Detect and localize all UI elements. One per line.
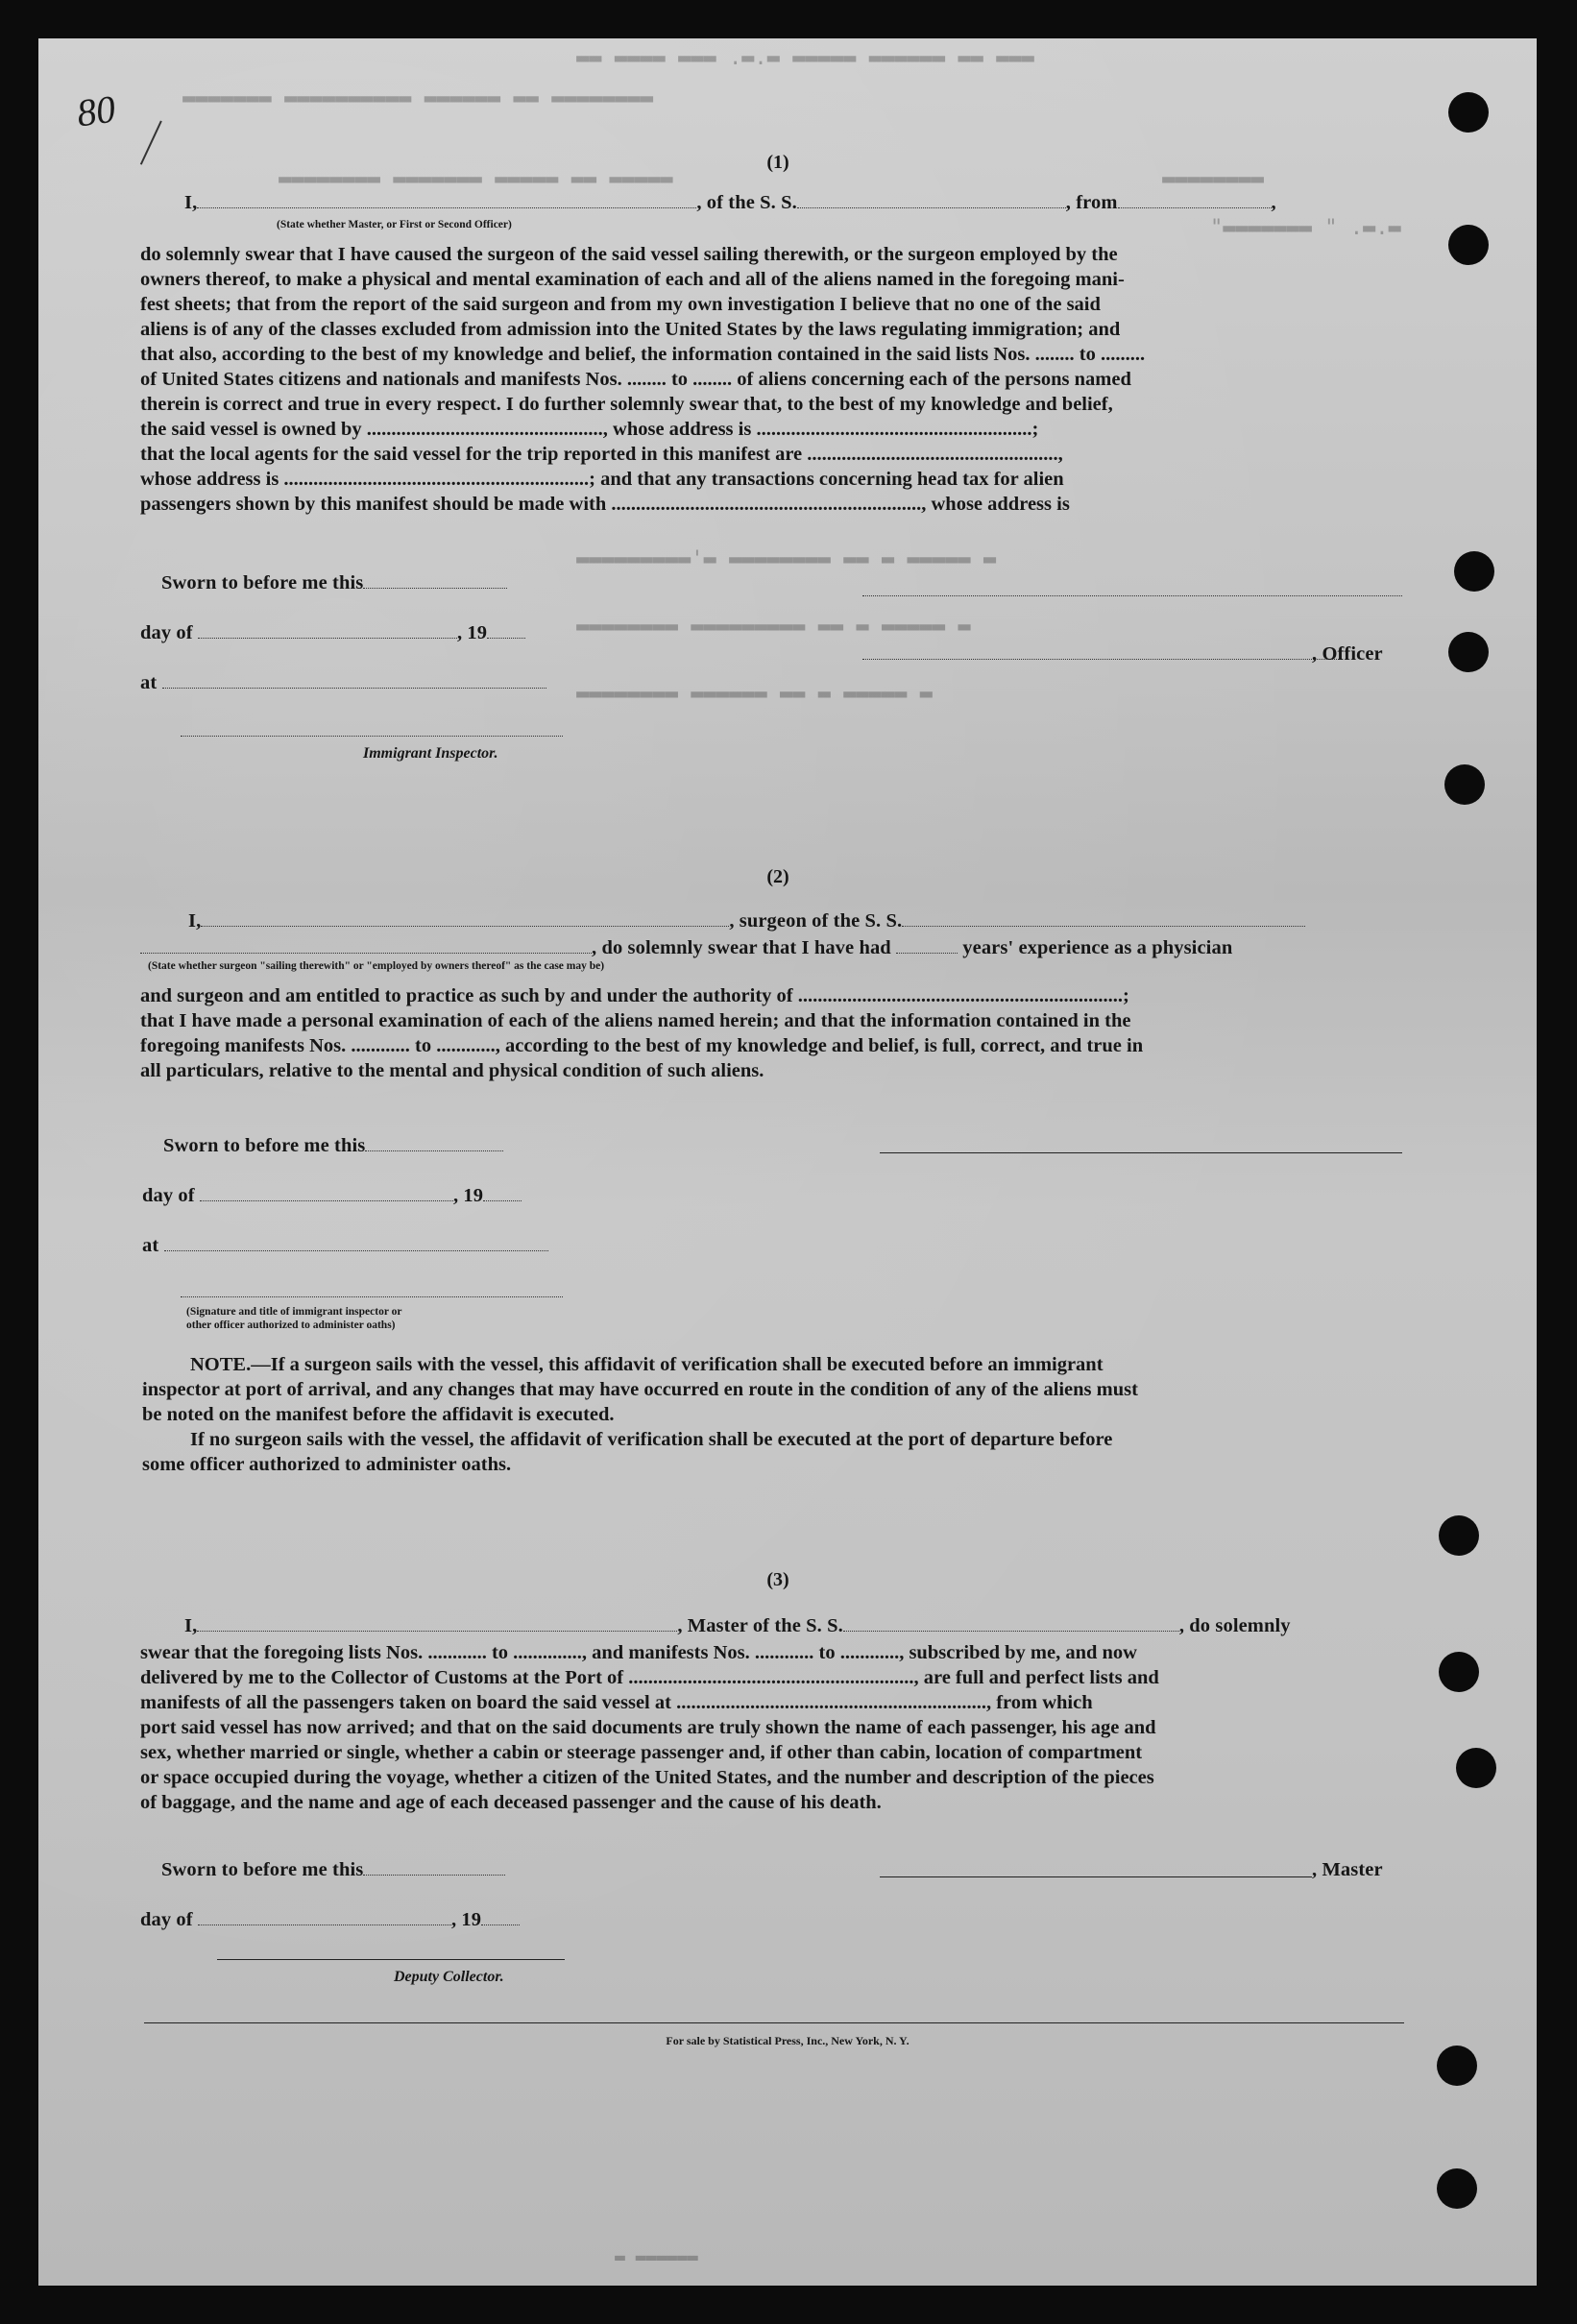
section-2-line-2: , do solemnly swear that I have had years' experience as a physician [140, 937, 1232, 959]
punch-hole [1448, 632, 1489, 672]
punch-hole [1444, 764, 1485, 805]
bleed-through-text: ▬ ▬▬▬▬▬ ▬ ▬▬ ▬▬▬▬▬▬▬▬▬ ▬▬▬▬▬▬▬▬ [576, 615, 971, 639]
note-paragraph-2: If no surgeon sails with the vessel, the affidavit of verification shall be executed at the port of departure before some officer authorized to administer oaths. [142, 1429, 1113, 1475]
section-1-oath-line: I, , of the S. S. , from , [184, 192, 1276, 213]
officer-label: , Officer [1312, 643, 1383, 665]
section-3-day-of: day of , 19 [140, 1909, 520, 1931]
section-3-number: (3) [766, 1569, 789, 1590]
section-1-day-of: day of , 19 [140, 622, 525, 644]
surgeon-signature-line [880, 1152, 1402, 1153]
punch-hole [1439, 1515, 1479, 1556]
bleed-through-text: ▬▬▬▬▬▬ ▬ [615, 2247, 698, 2267]
manifest-back-page [38, 38, 1537, 2286]
punch-hole [1439, 1652, 1479, 1692]
signature-note-1: (Signature and title of immigrant inspector or [186, 1306, 402, 1318]
punch-hole [1456, 1748, 1496, 1788]
section-2-signature-line [181, 1296, 563, 1297]
handwritten-page-mark: 80 [74, 86, 118, 135]
officer-signature-line-2 [862, 659, 1343, 660]
section-2-sworn: Sworn to before me this [163, 1135, 503, 1157]
inspector-signature-line [181, 736, 563, 737]
officer-note: (State whether Master, or First or Second Officer) [277, 219, 512, 230]
bleed-through-text: ▬▬▬▬▬▬▬▬ [1162, 167, 1264, 191]
note-paragraph-1: NOTE.—If a surgeon sails with the vessel, this affidavit of verification shall be executed before an immigrant inspector at port of arrival, and any changes that may have occurred en route in the condition of any of the aliens must be noted on the manifest before the affidavit is executed. [142, 1354, 1138, 1425]
officer-signature-line-1 [862, 595, 1402, 596]
section-3-sworn: Sworn to before me this [161, 1859, 505, 1881]
section-2-body: and surgeon and am entitled to practice as such by and under the authority of ..................................................................; that I have made a personal examination of each of the aliens named herein; and that the information contained in the foregoing manifests Nos. ............ to ............, according to the best of my knowledge and belief, is full, correct, and true in all particulars, relative to the mental and physical condition of such aliens. [140, 985, 1144, 1081]
bleed-through-text: ▬▬▬▬▬▬▬▬ ▬▬ ▬▬▬▬▬▬ ▬▬▬▬▬▬▬▬▬▬ ▬▬▬▬▬▬▬ [182, 86, 654, 110]
collector-caption: Deputy Collector. [394, 1969, 504, 1985]
collector-signature-line [217, 1959, 565, 1960]
signature-note-2: other officer authorized to administer oaths) [186, 1319, 396, 1331]
section-2-day-of: day of , 19 [142, 1185, 522, 1207]
punch-hole [1454, 551, 1494, 592]
punch-hole [1448, 92, 1489, 133]
section-1-body: do solemnly swear that I have caused the surgeon of the said vessel sailing therewith, or the surgeon employed by the owners thereof, to make a physical and mental examination of each and all of the aliens named in the foregoing mani- fest sheets; that from the report of the said surgeon and from my own investigation I believe that no one of the said aliens is of any of the classes excluded from admission into the United States by the laws regulating immigration; and that also, according to the best of my knowledge and belief, the information contained in the said lists Nos. ........ to ......... of United States citizens and nationals and manifests Nos. ........ to ........ of aliens concerning each of the persons named therein is correct and true in every respect. I do further solemnly swear that, to the best of my knowledge and belief, the said vessel is owned by ................................................, whose address is ........................................................; that the local agents for the said vessel for the trip reported in this manifest are ..................................................., whose address is ..............................................................; and that any transactions concerning head tax for alien passengers shown by this manifest should be made with ..............................................................., whose address is [140, 244, 1146, 515]
bleed-through-text: ▬ ▬▬▬▬▬ ▬ ▬▬ ▬▬▬▬▬▬ ▬▬▬▬▬▬▬▬ [576, 682, 933, 706]
master-label: , Master [1312, 1859, 1383, 1880]
section-1-number: (1) [766, 152, 789, 173]
section-3-body: swear that the foregoing lists Nos. ............ to .............., and manifests Nos. ............ to ............, subscribed by me, and now delivered by me to the Collector of Customs at the Port of .........................................................., are full and perfect lists and manifests of all the passengers taken on board the said vessel at ..............................................................., from which port said vessel has now arrived; and that on the said documents are truly shown the name of each passenger, his age and sex, whether married or single, whether a cabin or steerage passenger and, if other than cabin, location of compartment or space occupied during the voyage, whether a citizen of the United States, and the number and description of the pieces of baggage, and the name and age of each deceased passenger and the cause of his death. [140, 1642, 1159, 1813]
section-2-line-1: I, , surgeon of the S. S. [188, 910, 1305, 932]
bleed-through-text: ▬▬▬▬▬ ▬▬ ▬▬▬▬▬ ▬▬▬▬▬▬▬ ▬▬▬▬▬▬▬▬ [279, 167, 673, 191]
punch-hole [1437, 2046, 1477, 2086]
bleed-through-text: ▬.▬. " ▬▬▬▬▬▬▬" [1210, 216, 1401, 240]
master-signature-line [880, 1876, 1312, 1877]
punch-hole [1448, 225, 1489, 265]
section-3-line-1: I, , Master of the S. S. , do solemnly [184, 1615, 1291, 1636]
bleed-through-text: ▬▬▬ ▬▬ ▬▬▬▬▬▬ ▬▬▬▬▬ ▬.▬. ▬▬▬ ▬▬▬▬ ▬▬ [576, 46, 1034, 70]
section-1-sworn: Sworn to before me this [161, 572, 507, 594]
punch-hole [1437, 2168, 1477, 2209]
section-1-at: at [140, 672, 546, 694]
section-2-number: (2) [766, 866, 789, 887]
bleed-through-text: ▬ ▬▬▬▬▬ ▬ ▬▬ ▬▬▬▬▬▬▬▬ ▬'▬▬▬▬▬▬▬▬▬ [576, 547, 997, 571]
footer-rule [144, 2022, 1404, 2023]
section-2-at: at [142, 1235, 548, 1257]
printer-footer: For sale by Statistical Press, Inc., New York, N. Y. [666, 2034, 910, 2047]
inspector-caption: Immigrant Inspector. [363, 745, 498, 762]
surgeon-note: (State whether surgeon "sailing therewith" or "employed by owners thereof" as the case may be) [148, 960, 605, 972]
